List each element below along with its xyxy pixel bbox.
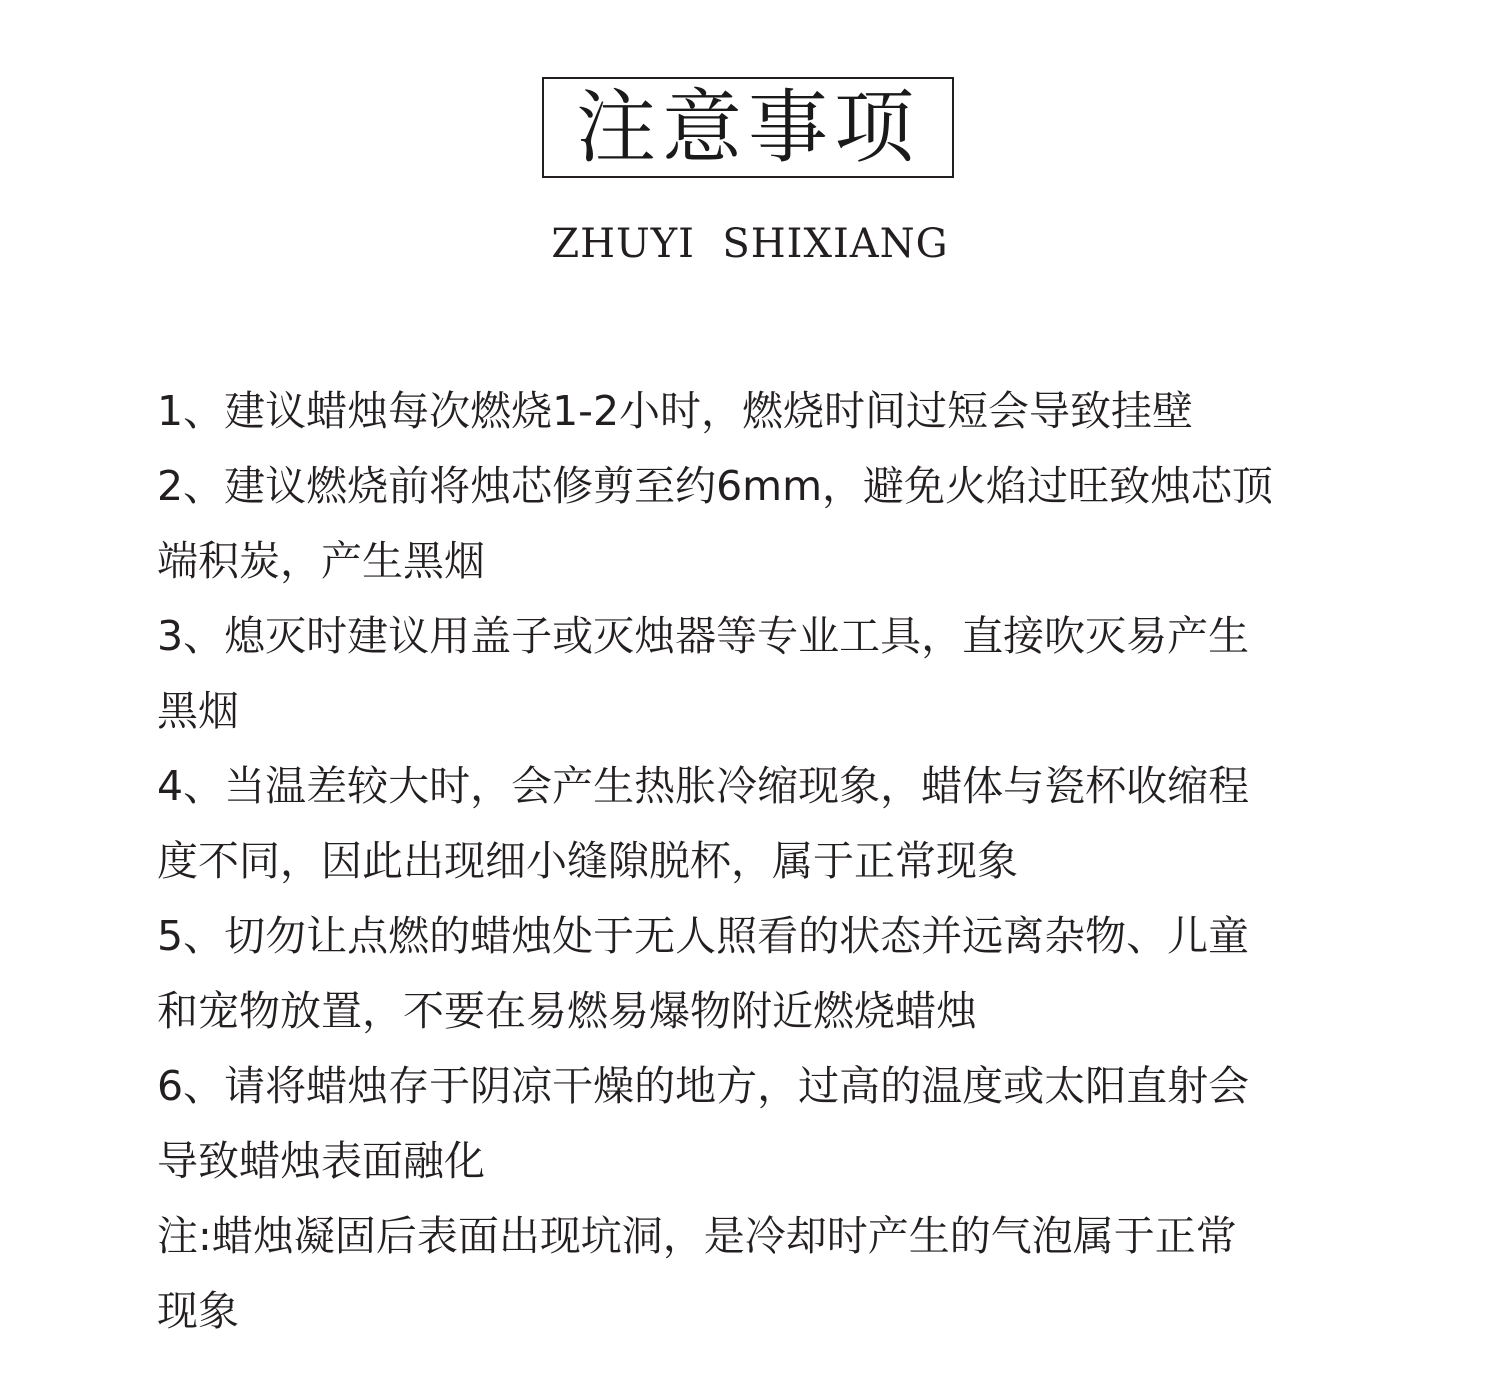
note-line: 3、熄灭时建议用盖子或灭烛器等专业工具，直接吹灭易产生	[157, 612, 1250, 660]
note-line: 5、切勿让点燃的蜡烛处于无人照看的状态并远离杂物、儿童	[157, 912, 1250, 960]
note-line: 2、建议燃烧前将烛芯修剪至约6mm，避免火焰过旺致烛芯顶	[157, 462, 1274, 510]
note-line: 6、请将蜡烛存于阴凉干燥的地方，过高的温度或太阳直射会	[157, 1062, 1250, 1110]
note-line: 1、建议蜡烛每次燃烧1-2小时，燃烧时间过短会导致挂壁	[157, 387, 1194, 435]
note-item-1	[157, 374, 1357, 449]
notes-list	[157, 374, 1357, 1349]
note-line: 端积炭，产生黑烟	[157, 537, 485, 585]
page-title: 注意事项	[576, 80, 920, 174]
note-line: 黑烟	[157, 687, 239, 735]
note-line: 4、当温差较大时，会产生热胀冷缩现象，蜡体与瓷杯收缩程	[157, 762, 1250, 810]
page-subtitle: ZHUYI SHIXIANG	[551, 221, 949, 267]
note-item-2	[157, 449, 1357, 599]
note-line: 和宠物放置，不要在易燃易爆物附近燃烧蜡烛	[157, 987, 977, 1035]
note-line: 度不同，因此出现细小缝隙脱杯，属于正常现象	[157, 837, 1018, 885]
note-item-5	[157, 899, 1357, 1049]
note-item-3	[157, 599, 1357, 749]
note-line: 注:蜡烛凝固后表面出现坑洞，是冷却时产生的气泡属于正常	[157, 1212, 1237, 1260]
note-item-4	[157, 749, 1357, 899]
note-item-6	[157, 1049, 1357, 1199]
title-frame	[542, 77, 954, 178]
note-item-remark	[157, 1199, 1357, 1349]
note-line: 现象	[157, 1287, 239, 1335]
note-line: 导致蜡烛表面融化	[157, 1137, 485, 1185]
